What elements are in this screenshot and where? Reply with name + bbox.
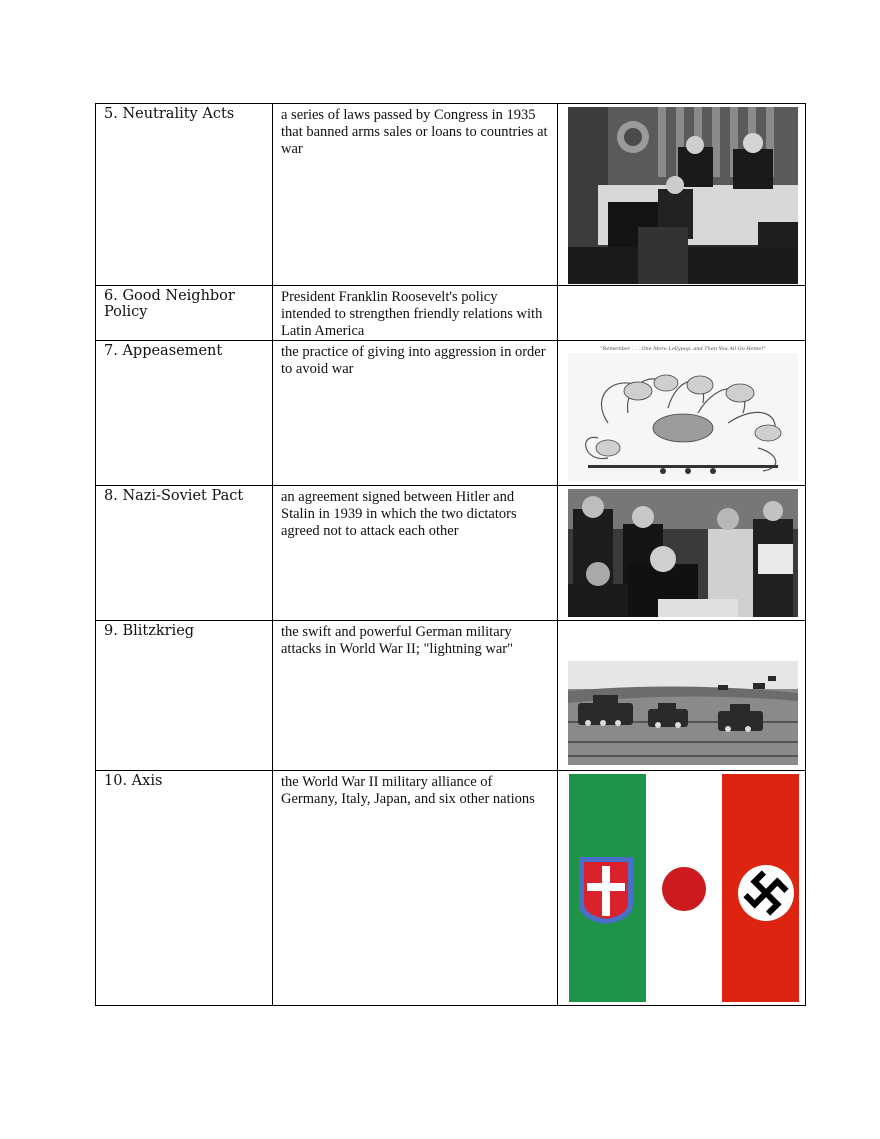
definition-text: the World War II military alliance of Germany, Italy, Japan, and six other nations — [281, 774, 535, 807]
definition-text: an agreement signed between Hitler and Stalin in 1939 in which the two dictators agreed not to attack each other — [281, 489, 517, 539]
axis-flags-image — [569, 774, 799, 1002]
definition-cell — [273, 621, 558, 771]
term-cell — [96, 771, 273, 1006]
definition-text: the practice of giving into aggression in order to avoid war — [281, 344, 546, 377]
term-cell — [96, 286, 273, 341]
term-cell — [96, 486, 273, 621]
definition-cell — [273, 104, 558, 286]
term-label: 10. Axis — [104, 773, 163, 789]
table-row — [96, 104, 806, 286]
definition-cell — [273, 486, 558, 621]
appeasement-cartoon — [568, 345, 798, 481]
nazi-soviet-pact-photo — [568, 489, 798, 617]
image-cell — [558, 104, 806, 286]
term-label: 8. Nazi-Soviet Pact — [104, 488, 244, 504]
table-row — [96, 771, 806, 1006]
definition-cell — [273, 771, 558, 1006]
definition-cell — [273, 286, 558, 341]
term-label: 6. Good Neighbor Policy — [104, 288, 235, 320]
vocabulary-table — [95, 103, 806, 1006]
definition-cell — [273, 341, 558, 486]
image-cell — [558, 621, 806, 771]
image-cell — [558, 486, 806, 621]
table-row — [96, 341, 806, 486]
table-row — [96, 286, 806, 341]
blitzkrieg-tanks-photo — [568, 661, 798, 765]
term-label: 7. Appeasement — [104, 343, 223, 359]
image-cell — [558, 286, 806, 341]
table-row — [96, 486, 806, 621]
term-label: 9. Blitzkrieg — [104, 623, 195, 639]
term-cell — [96, 621, 273, 771]
term-cell — [96, 341, 273, 486]
swastika-icon — [738, 865, 794, 921]
savoy-shield-icon — [579, 857, 633, 924]
term-cell — [96, 104, 273, 286]
image-cell — [558, 771, 806, 1006]
definition-text: a series of laws passed by Congress in 1935 that banned arms sales or loans to countries at war — [281, 107, 548, 157]
table-row — [96, 621, 806, 771]
cartoon-caption: "Remember . . . One More Lollypop, and Then You All Go Home!" — [600, 346, 766, 352]
term-label: 5. Neutrality Acts — [104, 106, 235, 122]
rising-sun-icon — [662, 867, 706, 911]
neutrality-congress-photo — [568, 107, 798, 284]
definition-text: President Franklin Roosevelt's policy intended to strengthen friendly relations with Latin America — [281, 289, 543, 339]
image-cell — [558, 341, 806, 486]
definition-text: the swift and powerful German military attacks in World War II; "lightning war" — [281, 624, 514, 657]
